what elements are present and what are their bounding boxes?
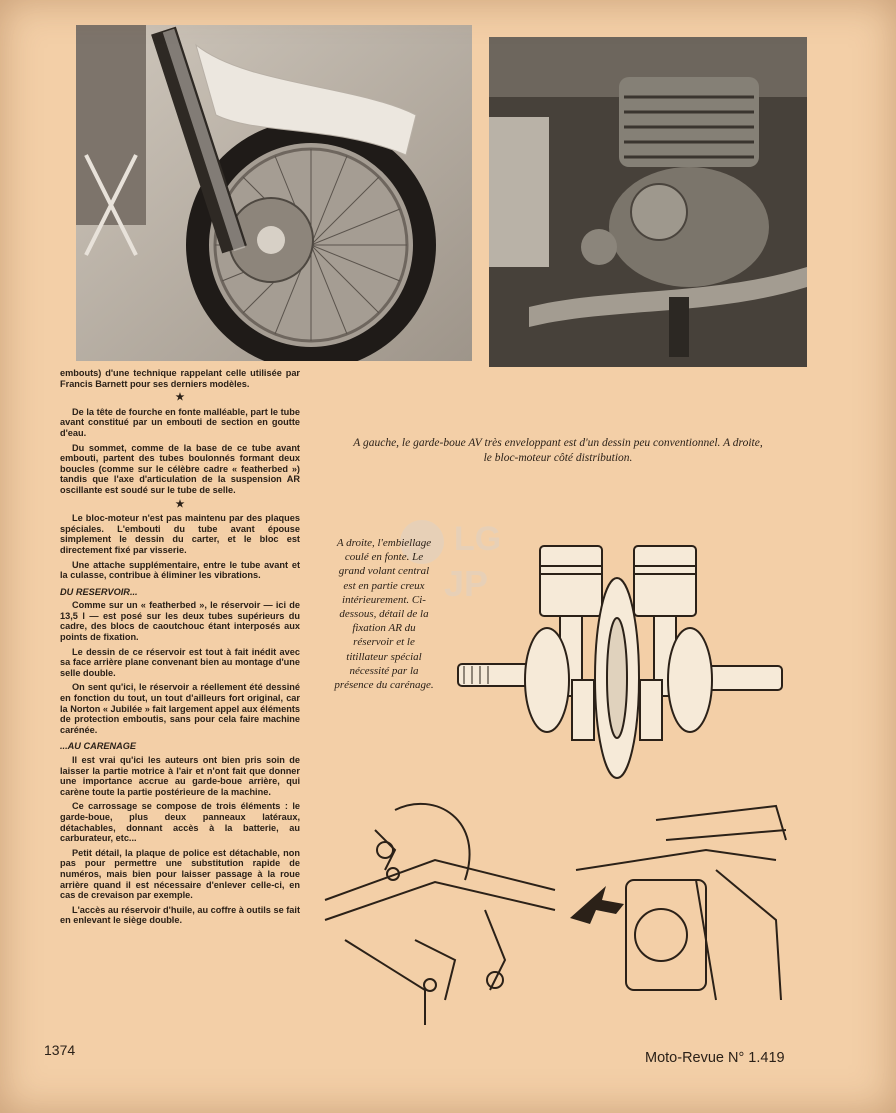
engine-unit-photo: [489, 37, 807, 367]
star-separator: ★: [175, 498, 185, 510]
star-separator: ★: [175, 392, 185, 404]
watermark-text-bottom: JP: [444, 563, 489, 604]
tickler-drawing: [566, 800, 788, 1010]
paragraph: Il est vrai qu'ici les auteurs ont bien pris soin de laisser la partie motrice à l'air et n'ont fait que donner une importance accrue au garde-boue arrière, qui carène toute la partie postérieure de la machine.: [60, 755, 300, 797]
paragraph: Une attache supplémentaire, entre le tube avant et la culasse, contribue à éliminer les vibrations.: [60, 559, 300, 581]
rear-tank-fixing-drawing: [315, 790, 565, 1030]
section-heading: ...AU CARENAGE: [60, 741, 137, 752]
front-mudguard-photo: [76, 25, 472, 361]
paragraph: De la tête de fourche en fonte malléable, part le tube avant constitué par un embouti de section en goutte d'eau.: [60, 406, 300, 438]
paragraph: Ce carrossage se compose de trois éléments : le garde-boue, plus deux panneaux latéraux, détachables, donnant accès à la batterie, au carburateur, etc...: [60, 801, 300, 844]
watermark-text-top: LG: [454, 520, 502, 558]
paragraph: Le bloc-moteur n'est pas maintenu par des plaques spéciales. L'embouti du tube avant épouse simplement le dessin du carter, et le bloc est directement fixé par visserie.: [60, 513, 300, 555]
article-text-column: [60, 368, 300, 930]
paragraph: embouts) d'une technique rappelant celle utilisée par Francis Barnett pour ses derniers modèles.: [60, 368, 300, 389]
paragraph: Le dessin de ce réservoir est tout à fait inédit avec sa face arrière plane convenant bien au montage d'une selle double.: [60, 646, 300, 678]
section-heading: DU RESERVOIR...: [60, 586, 138, 597]
paragraph: Petit détail, la plaque de police est détachable, non pas pour permettre une substitution rapide de numéros, mais bien pour laisser passage à la roue arrière quand il est nécessaire d'enlever celle-ci, en cas de crevaison par exemple.: [60, 847, 300, 901]
magazine-issue: Moto-Revue N° 1.419: [645, 1050, 785, 1066]
paragraph: Du sommet, comme de la base de ce tube avant embouti, partent des tubes boulonnés formant deux boucles (comme sur le célèbre cadre « featherbed ») tandis que l'axe d'articulation de la suspension AR oscillante est soudé sur le tube de selle.: [60, 442, 300, 495]
paragraph: L'accès au réservoir d'huile, au coffre à outils se fait en enlevant le siège double.: [60, 904, 301, 926]
photo-caption: A gauche, le garde-boue AV très enveloppant est d'un dessin peu conventionnel. A droite, le bloc-moteur côté distribution.: [353, 437, 763, 464]
crankshaft-drawing: [452, 540, 788, 786]
paragraph: Comme sur un « featherbed », le réservoir — ici de 13,5 l — est posé sur les deux tubes supérieurs du cadre, des blocs de caoutchouc étant interposés aux points de fixation.: [60, 600, 300, 643]
arrow-icon: [570, 886, 624, 924]
drawing-caption: A droite, l'embiellage coulé en fonte. Le grand volant central est en partie creux intérieurement. Ci-dessous, détail de la fixation AR du réservoir et le titillateur spécial nécessité par la présence du carénage.: [334, 537, 434, 692]
page-number: 1374: [44, 1042, 76, 1058]
paragraph: On sent qu'ici, le réservoir a réellement été dessiné en fonction du tout, un tout d'ailleurs fort original, car la Norton « Jubilée » fait largement appel aux éléments de protection emboutis, sans pour cela faire machine carénée.: [60, 682, 300, 735]
